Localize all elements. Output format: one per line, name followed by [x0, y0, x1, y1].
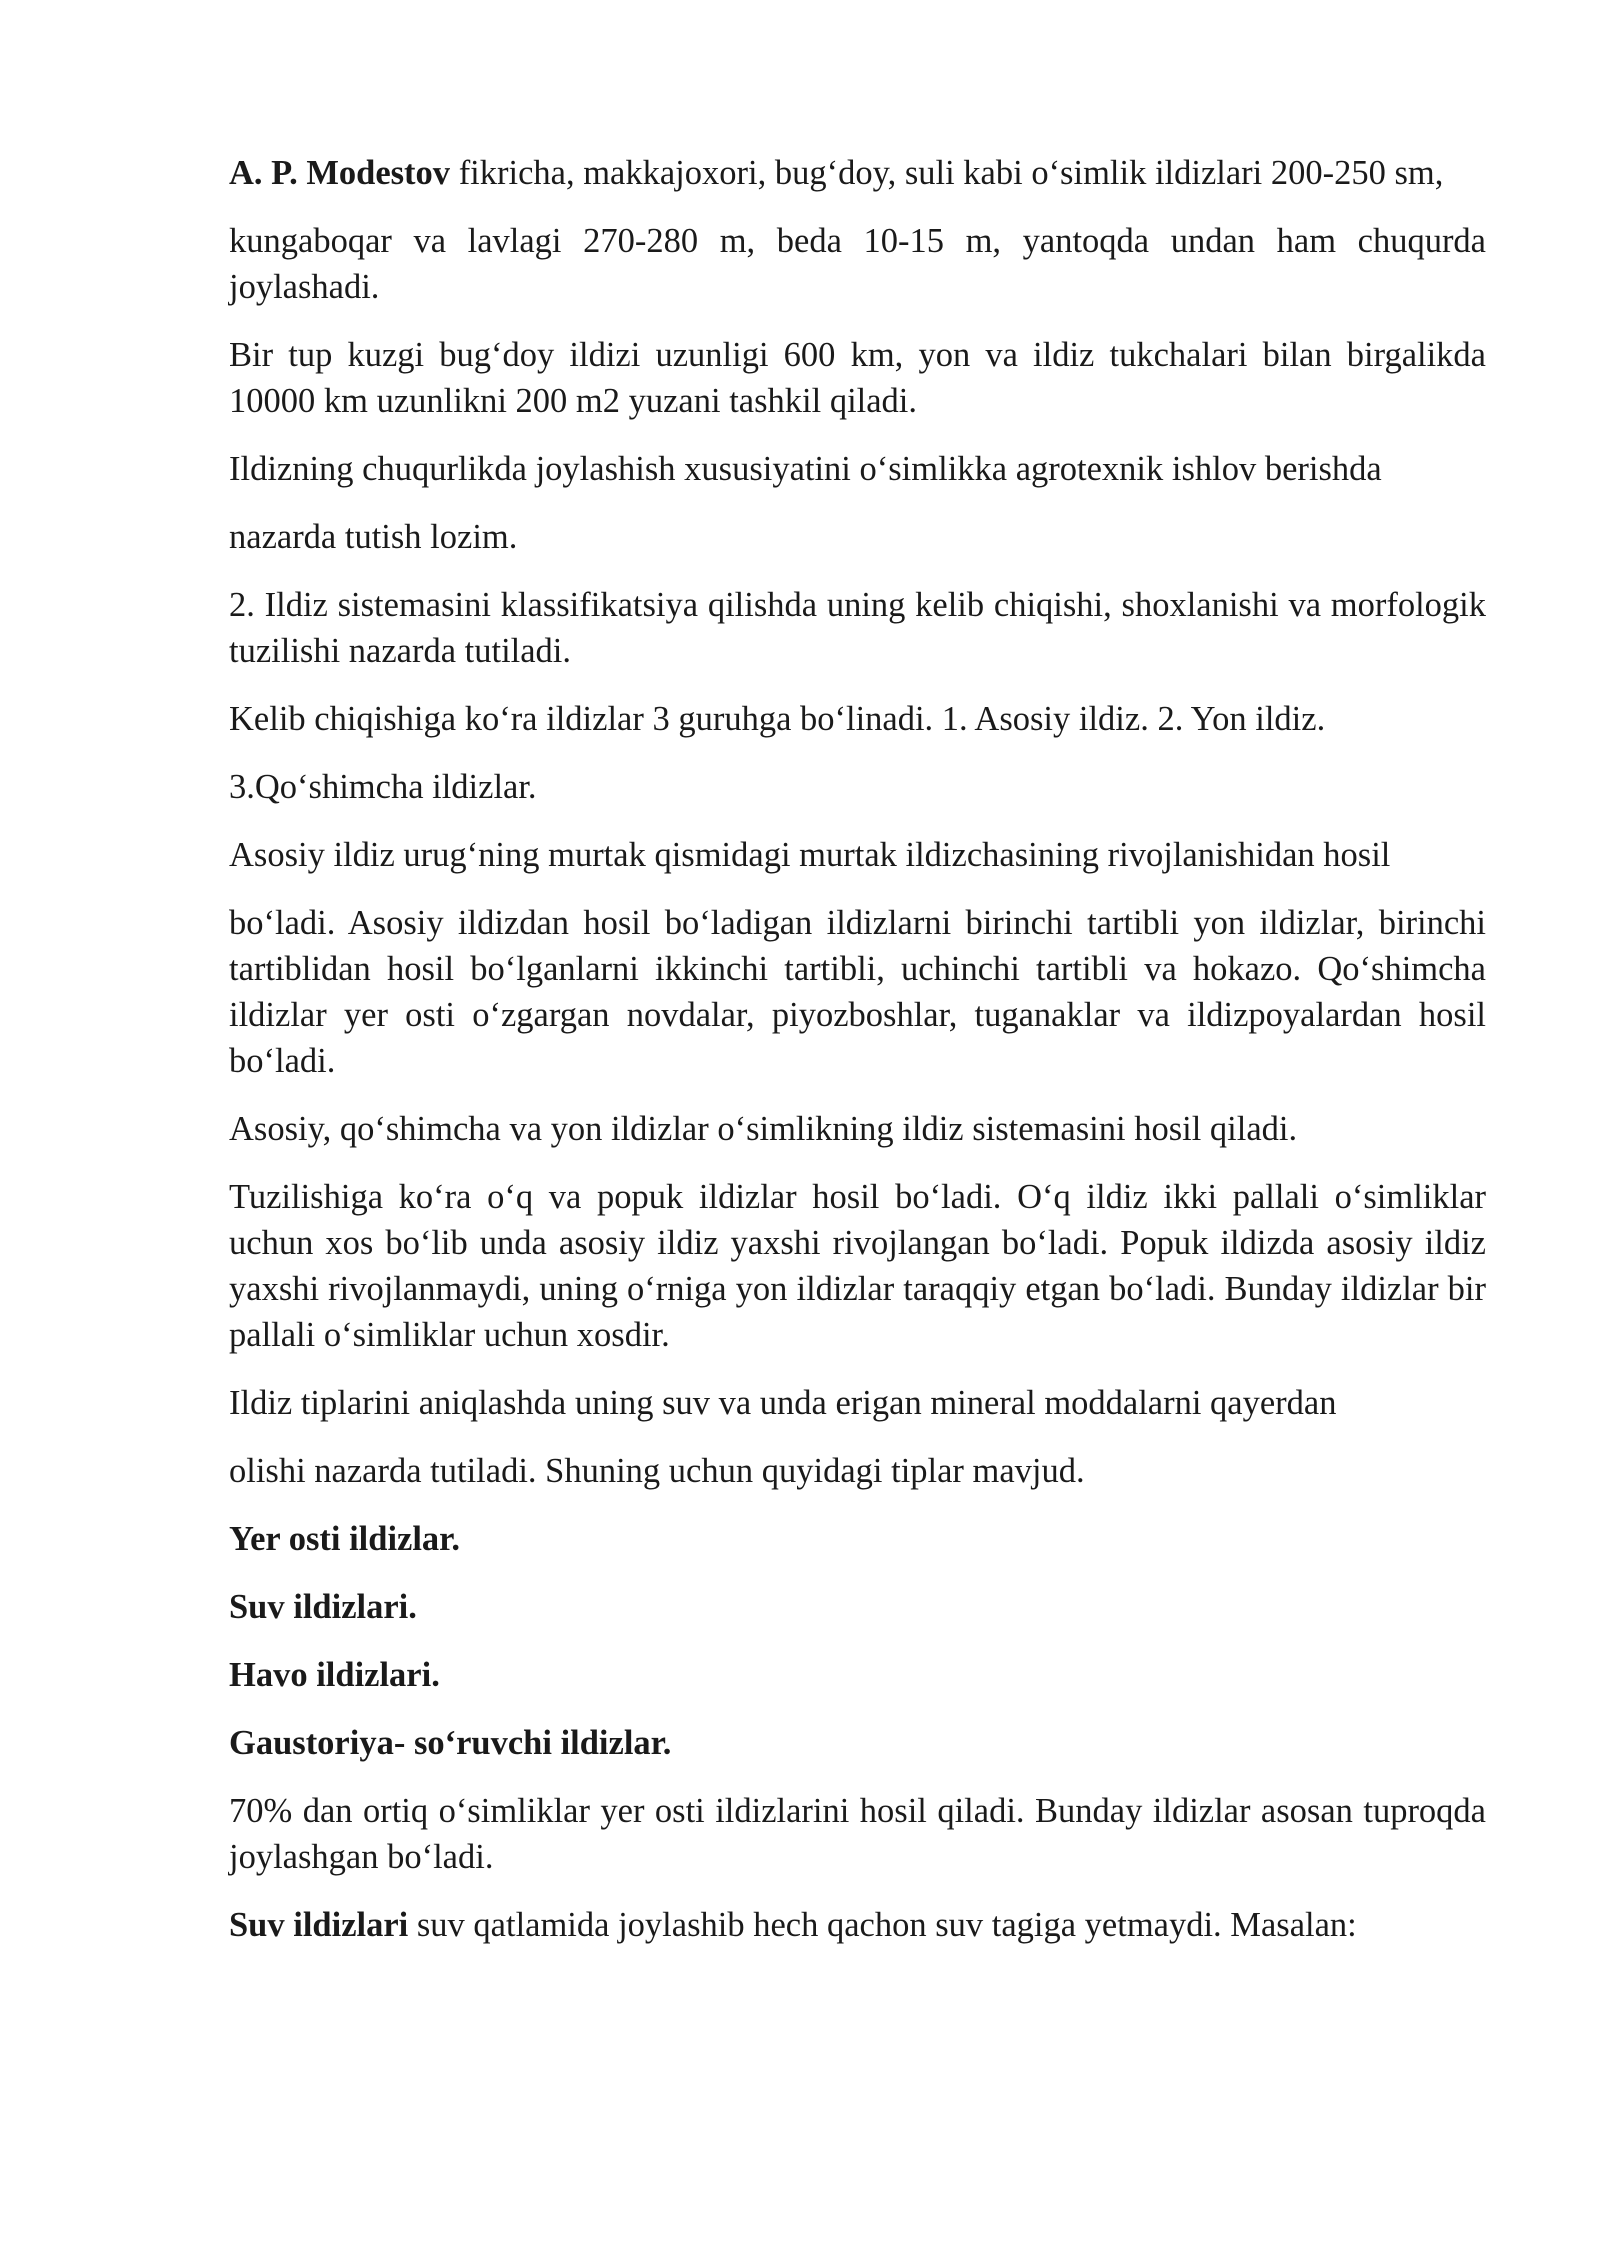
heading-air-roots: Havo ildizlari.	[229, 1656, 440, 1694]
paragraph-percent-underground: 70% dan ortiq o‘simliklar yer osti ildizlarini hosil qiladi. Bunday ildizlar asosan tuproqda joylashgan bo‘ladi.	[229, 1792, 1486, 1876]
paragraph-water-roots	[229, 1902, 1486, 1948]
heading-underground-roots: Yer osti ildizlar.	[229, 1520, 460, 1558]
paragraph-modestov	[229, 150, 1486, 196]
paragraph-text: suv qatlamida joylashib hech qachon suv tagiga yetmaydi. Masalan:	[408, 1906, 1357, 1944]
paragraph-types-list-intro: olishi nazarda tutiladi. Shuning uchun quyidagi tiplar mavjud.	[229, 1452, 1085, 1490]
paragraph-root-depths: kungaboqar va lavlagi 270-280 m, beda 10-15 m, yantoqda undan ham chuqurda joylashadi.	[229, 222, 1486, 306]
paragraph-root-depth-agrotech: Ildizning chuqurlikda joylashish xususiyatini o‘simlikka agrotexnik ishlov berishda	[229, 450, 1382, 488]
paragraph-additional-roots: 3.Qo‘shimcha ildizlar.	[229, 768, 537, 806]
paragraph-winter-wheat: Bir tup kuzgi bug‘doy ildizi uzunligi 600 km, yon va ildiz tukchalari bilan birgalikda 10000 km uzunlikni 200 m2 yuzani tashkil qiladi.	[229, 336, 1486, 420]
paragraph-consider: nazarda tutish lozim.	[229, 518, 518, 556]
paragraph-structure: Tuzilishiga ko‘ra o‘q va popuk ildizlar hosil bo‘ladi. O‘q ildiz ikki pallali o‘simliklar uchun xos bo‘lib unda asosiy ildiz yaxshi rivojlangan bo‘ladi. Popuk ildizda asosiy ildiz yaxshi rivojlanmaydi, uning o‘rniga yon ildizlar taraqqiy etgan bo‘ladi. Bunday ildizlar bir pallali o‘simliklar uchun xosdir.	[229, 1178, 1486, 1354]
paragraph-main-root: Asosiy ildiz urug‘ning murtak qismidagi murtak ildizchasining rivojlanishidan hosil	[229, 836, 1391, 874]
paragraph-text: fikricha, makkajoxori, bug‘doy, suli kabi o‘simlik ildizlari 200-250 sm,	[450, 154, 1444, 192]
author-name-bold: A. P. Modestov	[229, 154, 451, 192]
paragraph-classification: 2. Ildiz sistemasini klassifikatsiya qilishda uning kelib chiqishi, shoxlanishi va morfologik tuzilishi nazarda tutiladi.	[229, 586, 1486, 670]
term-water-roots-bold: Suv ildizlari	[229, 1906, 409, 1944]
heading-water-roots: Suv ildizlari.	[229, 1588, 417, 1626]
paragraph-root-types: Ildiz tiplarini aniqlashda uning suv va unda erigan mineral moddalarni qayerdan	[229, 1384, 1337, 1422]
paragraph-origin-groups: Kelib chiqishiga ko‘ra ildizlar 3 guruhga bo‘linadi. 1. Asosiy ildiz. 2. Yon ildiz.	[229, 700, 1326, 738]
document-body	[229, 150, 1486, 1970]
heading-haustoria-roots: Gaustoriya- so‘ruvchi ildizlar.	[229, 1724, 672, 1762]
paragraph-root-system: Asosiy, qo‘shimcha va yon ildizlar o‘simlikning ildiz sistemasini hosil qiladi.	[229, 1110, 1298, 1148]
paragraph-root-orders: bo‘ladi. Asosiy ildizdan hosil bo‘ladigan ildizlarni birinchi tartibli yon ildizlar, birinchi tartiblidan hosil bo‘lganlarni ikkinchi tartibli, uchinchi tartibli va hokazo. Qo‘shimcha ildizlar yer osti o‘zgargan novdalar, piyozboshlar, tuganaklar va ildizpoyalardan hosil bo‘ladi.	[229, 904, 1486, 1080]
